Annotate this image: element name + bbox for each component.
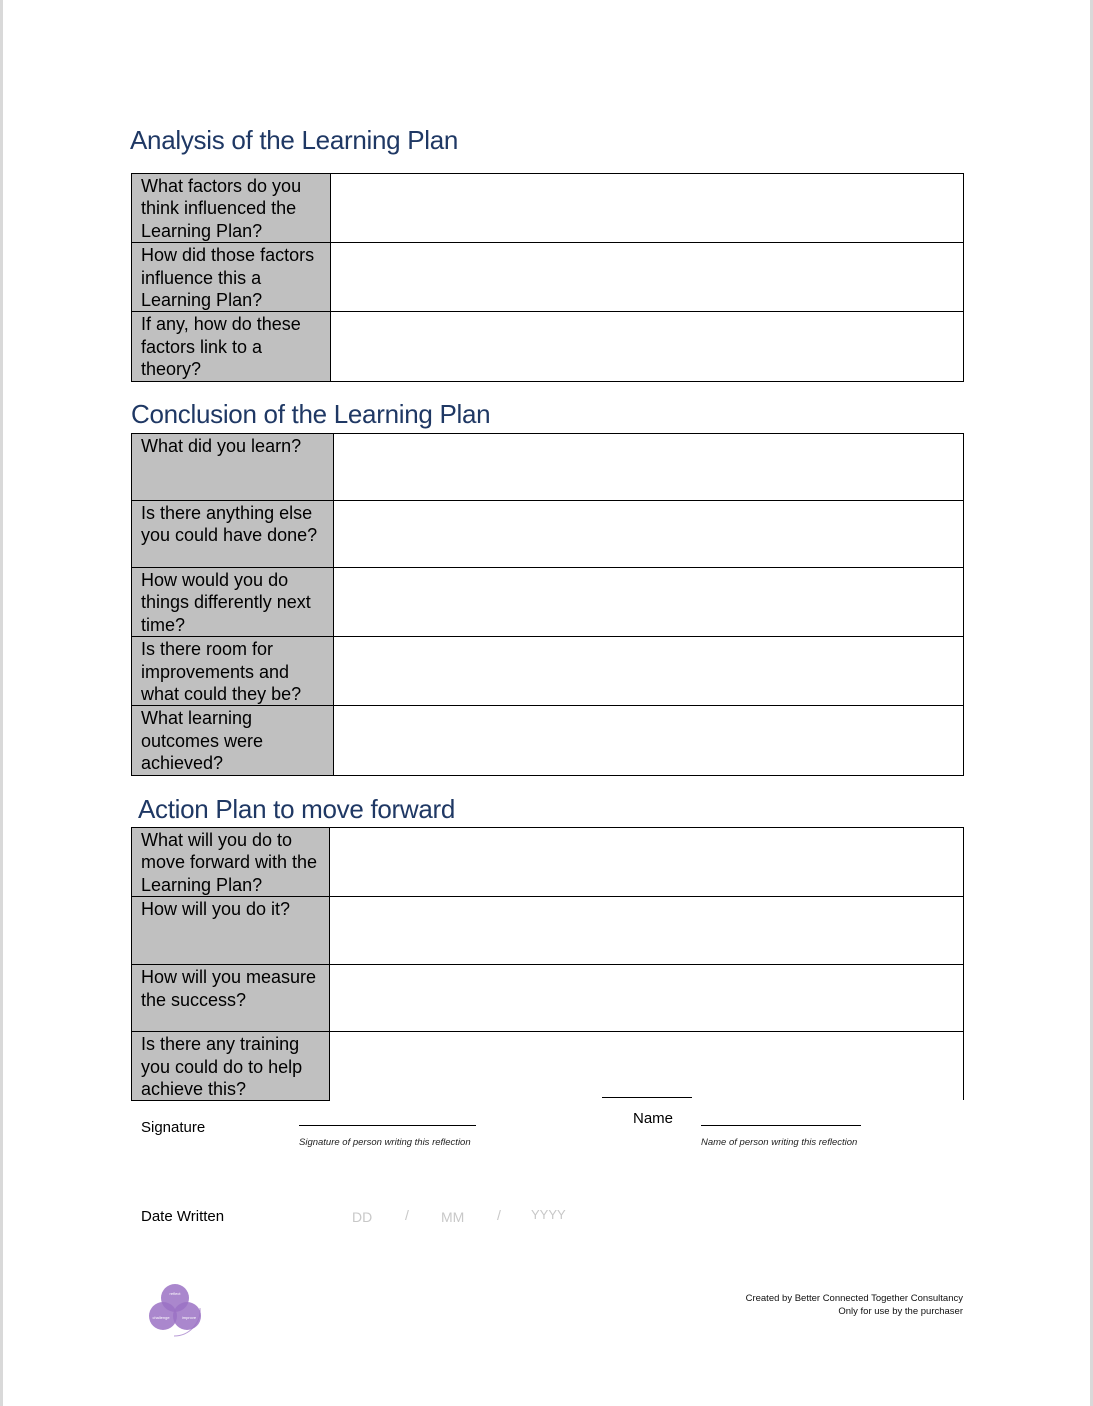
analysis-table <box>131 173 964 382</box>
signature-label: Signature <box>141 1119 206 1136</box>
table-row <box>132 637 964 706</box>
question-cell: If any, how do these factors link to a theory? <box>132 312 331 381</box>
name-line[interactable] <box>701 1125 861 1126</box>
question-cell: Is there any training you could do to help achieve this? <box>132 1032 330 1101</box>
question-cell: How did those factors influence this a Learning Plan? <box>132 243 331 312</box>
date-month-field[interactable]: MM <box>441 1209 465 1225</box>
three-circles-logo-icon <box>144 1278 210 1340</box>
table-row <box>132 243 964 312</box>
table-row <box>132 174 964 243</box>
answer-field[interactable] <box>334 568 964 637</box>
table-row <box>132 828 964 897</box>
date-year-field[interactable]: YYYY <box>531 1207 566 1222</box>
name-label: Name <box>633 1110 674 1127</box>
question-cell: How would you do things differently next time? <box>132 568 334 637</box>
signature-caption: Signature of person writing this reflection <box>299 1137 471 1148</box>
date-separator: / <box>405 1207 409 1223</box>
answer-field[interactable] <box>331 174 964 243</box>
analysis-heading: Analysis of the Learning Plan <box>130 125 459 155</box>
answer-field[interactable] <box>334 706 964 775</box>
table-row <box>132 568 964 637</box>
conclusion-heading: Conclusion of the Learning Plan <box>131 399 491 429</box>
question-cell: Is there anything else you could have done? <box>132 501 334 568</box>
answer-field[interactable] <box>330 828 964 897</box>
divider <box>602 1097 692 1098</box>
answer-field[interactable] <box>334 637 964 706</box>
logo-word: improve <box>181 1315 197 1320</box>
page-edge-left <box>0 0 3 1406</box>
name-caption: Name of person writing this reflection <box>701 1137 858 1148</box>
table-row <box>132 706 964 775</box>
table-row <box>132 1032 964 1101</box>
answer-field[interactable] <box>331 243 964 312</box>
question-cell: What will you do to move forward with the Learning Plan? <box>132 828 330 897</box>
date-label: Date Written <box>141 1208 225 1225</box>
answer-field[interactable] <box>330 897 964 965</box>
question-cell: How will you do it? <box>132 897 330 965</box>
date-day-field[interactable]: DD <box>352 1209 373 1225</box>
question-cell: What did you learn? <box>132 434 334 501</box>
date-separator: / <box>497 1207 501 1223</box>
answer-field[interactable] <box>330 1032 964 1101</box>
question-cell: What factors do you think influenced the Learning Plan? <box>132 174 331 243</box>
question-cell: What learning outcomes were achieved? <box>132 706 334 775</box>
logo-word: challenge <box>152 1315 170 1320</box>
action-table <box>131 827 964 1101</box>
question-cell: Is there room for improvements and what could they be? <box>132 637 334 706</box>
credit-line-1: Created by Better Connected Together Consultancy <box>745 1293 963 1304</box>
answer-field[interactable] <box>334 501 964 568</box>
answer-field[interactable] <box>330 965 964 1032</box>
question-cell: How will you measure the success? <box>132 965 330 1032</box>
table-row <box>132 965 964 1032</box>
table-row <box>132 434 964 501</box>
answer-field[interactable] <box>331 312 964 381</box>
credit-line-2: Only for use by the purchaser <box>838 1306 963 1317</box>
action-heading: Action Plan to move forward <box>138 794 456 824</box>
table-row <box>132 312 964 381</box>
answer-field[interactable] <box>334 434 964 501</box>
conclusion-table <box>131 433 964 776</box>
table-row <box>132 897 964 965</box>
logo-word: reflect <box>169 1291 181 1296</box>
signature-line[interactable] <box>299 1125 476 1126</box>
table-row <box>132 501 964 568</box>
